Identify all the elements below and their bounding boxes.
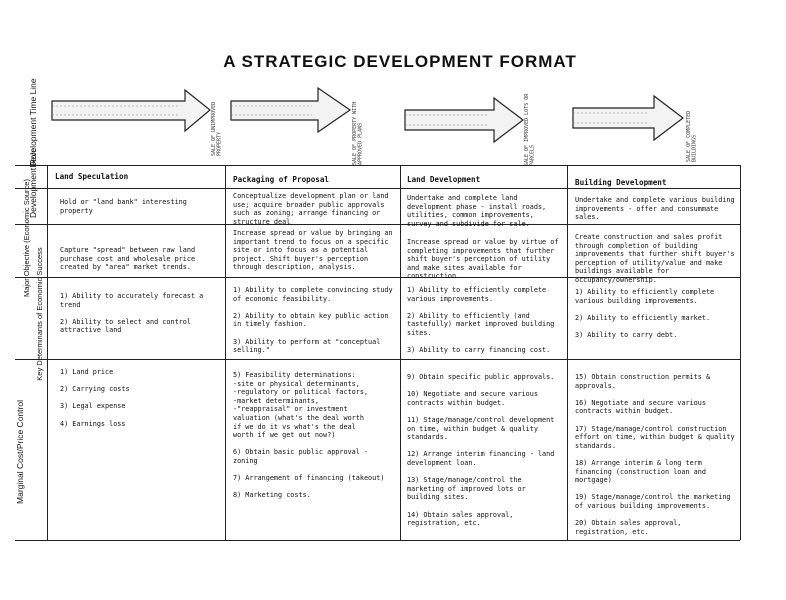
divider-timeline [15, 165, 740, 166]
costs-building-development: 15) Obtain construction permits & approvals. 16) Negotiate and secure various contracts within budget. 17) Stage/manage/control construction effort on time, within budget & quality standards. 18) Arrange interim & long term financing (construction loan and mortgage) 19) Stage/manage/control the marketing of various building improvements. 20) Obtain sales approval, registration, etc. [575, 373, 735, 536]
determinants-building-development: 1) Ability to efficiently complete various building improvements. 2) Ability to efficiently market. 3) Ability to carry debt. [575, 288, 715, 339]
col-line-0 [47, 165, 48, 540]
determinants-land-development: 1) Ability to efficiently complete various improvements. 2) Ability to efficiently (and tastefully) market improved building sites. 3) Ability to carry financing cost. [407, 286, 555, 355]
divider-marginal [15, 359, 740, 360]
col-line-2 [400, 165, 401, 540]
costs-packaging: 5) Feasibility determinations: -site or physical determinants, -regulatory or political factors, -market determinants, -"reappraisal" or investment valuation (what's the deal worth if we do it vs what's the deal worth if we get out now?) 6) Obtain basic public approval - zoning 7) Arrangement of financing (takeout) 8) Marketing costs. [233, 371, 385, 500]
divider-role [15, 188, 740, 189]
arrow-1-label: SALE OF UNIMPROVED PROPERTY [211, 101, 223, 156]
role-land-speculation: Hold or "land bank" interesting property [60, 198, 187, 215]
arrow-3-label: SALE OF IMPROVED LOTS OR PARCELS [524, 93, 536, 166]
objective-packaging: Increase spread or value by bringing an important trend to focus on a specific site or into focus as a potential project. Shift buyer's perception through description, analysis. [233, 229, 393, 272]
heading-land-development: Land Development [407, 175, 481, 184]
arrow-2 [231, 88, 350, 132]
objective-building-development: Create construction and sales profit through completion of building improvements that further shift buyer's perception of utility/value and make buildings available for occupancy/ownership. [575, 233, 735, 284]
arrow-3 [405, 98, 523, 142]
role-land-development: Undertake and complete land development phase - install roads, utilities, common improvements, survey and subdivide for sale. [407, 194, 547, 228]
row-label-objective: Major Objective (Economic Source) [22, 179, 31, 297]
row-label-marginal: Marginal Cost/Price Control [15, 400, 25, 504]
arrow-1 [52, 90, 210, 131]
determinants-land-speculation: 1) Ability to accurately forecast a trend 2) Ability to select and control attractive land [60, 292, 204, 335]
arrow-4-label: SALE OF COMPLETED BUILDINGS [686, 110, 698, 162]
arrow-4 [573, 96, 683, 140]
objective-land-development: Increase spread or value by virtue of completing improvements that further shift buyer's perception of utility and make sites available for construction. [407, 238, 559, 281]
divider-bottom [15, 540, 740, 541]
row-label-role: Development Role [28, 148, 38, 218]
col-line-3 [567, 165, 568, 540]
row-label-timeline: Development Time Line [28, 78, 38, 168]
costs-land-development: 9) Obtain specific public approvals. 10) Negotiate and secure various contracts within budget. 11) Stage/manage/control development on time, within budget & quality standards. 12) Arrange interim financing - land development loan. 13) Stage/manage/control the marketing of improved lots or building sites. 14) Obtain sales approval, registration, etc. [407, 373, 555, 528]
role-packaging: Conceptualize development plan or land use; acquire broader public approvals such as zoning; arrange financing or structure deal [233, 192, 389, 226]
col-line-4 [740, 165, 741, 540]
heading-land-speculation: Land Speculation [55, 172, 129, 181]
heading-packaging-of-proposal: Packaging of Proposal [233, 175, 330, 184]
col-line-1 [225, 165, 226, 540]
arrow-2-label: SALE OF PROPERTY WITH APPROVED PLANS [352, 101, 364, 165]
role-building-development: Undertake and complete various building improvements - offer and consummate sales. [575, 196, 735, 222]
objective-land-speculation: Capture "spread" between raw land purchase cost and wholesale price created by "area" market trends. [60, 246, 196, 272]
costs-land-speculation: 1) Land price 2) Carrying costs 3) Legal expense 4) Earnings loss [60, 368, 130, 428]
determinants-packaging: 1) Ability to complete convincing study of economic feasibility. 2) Ability to obtain key public action in timely fashion. 3) Ability to perform at "conceptual selling." [233, 286, 393, 355]
page-title: A STRATEGIC DEVELOPMENT FORMAT [223, 52, 577, 71]
row-label-key-determinants: Key Determinants of Economic Success [35, 247, 44, 381]
heading-building-development: Building Development [575, 178, 667, 187]
